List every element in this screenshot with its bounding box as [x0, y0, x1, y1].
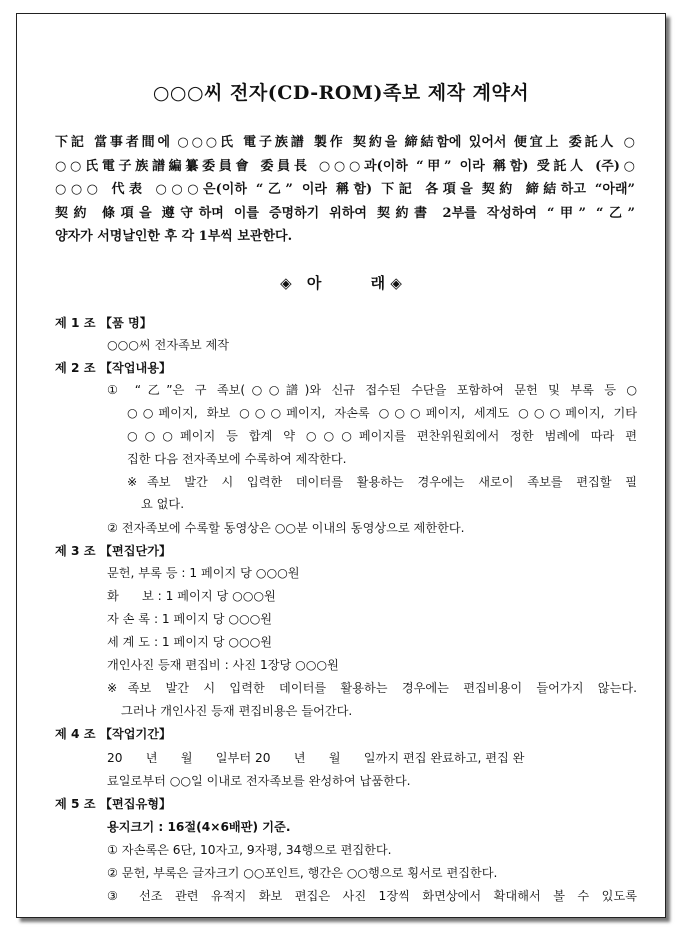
intro-line: 양자가 서명날인한 후 각 1부씩 보관한다.: [55, 229, 293, 244]
article-2-item-1-line: ○○○페이지 등 합계 약 ○○○페이지를 편찬위원회에서 정한 범례에 따라 편: [127, 429, 637, 443]
article-3-line: 개인사진 등재 편집비 : 사진 1장당 ○○○원: [107, 658, 339, 672]
article-3-line: 문헌, 부록 등 : 1 페이지 당 ○○○원: [107, 566, 300, 580]
article-4-line: 20 년 월 일부터 20 년 월 일까지 편집 완료하고, 편집 완: [107, 751, 525, 765]
diamond-icon: ◈: [390, 274, 402, 292]
intro-line: 契約 條項을 遵守하며 이를 증명하기 위하여 契約書 2부를 작성하여 “甲” “乙”: [55, 205, 635, 221]
article-5-line: ③ 선조 관련 유적지 화보 편집은 사진 1장씩 화면상에서 확대해서 볼 수 있도록: [107, 889, 637, 903]
article-1-heading: 제 1 조 【품 명】: [55, 316, 152, 330]
document-page: [16, 13, 666, 918]
article-3-heading: 제 3 조 【편집단가】: [55, 544, 172, 558]
arae-char-a: 아: [306, 274, 322, 292]
article-2-item-1-line: ① “乙”은 구 족보(○○譜)와 신규 접수된 수단을 포함하여 문헌 및 부록 등 ○: [107, 383, 637, 397]
article-1-line: ○○○씨 전자족보 제작: [107, 338, 230, 352]
contract-title: ○○○씨 전자(CD-ROM)족보 제작 계약서: [152, 82, 530, 104]
article-2-note: ※족보 발간 시 입력한 데이터를 활용하는 경우에는 새로이 족보를 편집할 필: [127, 475, 637, 489]
intro-line: 下記 當事者間에 ○○○氏 電子族譜 製作 契約을 締結함에 있어서 便宜上 委託人 ○: [55, 135, 635, 150]
arae-heading: [17, 272, 665, 293]
article-4-heading: 제 4 조 【작업기간】: [55, 727, 172, 741]
article-3-line: 화 보 : 1 페이지 당 ○○○원: [107, 589, 276, 603]
article-2-note: 요 없다.: [141, 497, 185, 511]
article-4-line: 료일로부터 ○○일 이내로 전자족보를 완성하여 납품한다.: [107, 774, 411, 788]
intro-line: ○○氏電子族譜編纂委員會 委員長 ○○○과(이하 “甲” 이라 稱함) 受託人 (주)○: [55, 158, 635, 174]
article-2-item-2: ② 전자족보에 수록할 동영상은 ○○분 이내의 동영상으로 제한한다.: [107, 521, 465, 535]
intro-line: ○○○ 代表 ○○○은(이하 “乙” 이라 稱함) 下記 各項을 契約 締結하고 “아래”: [55, 182, 635, 197]
article-2-item-1-line: 집한 다음 전자족보에 수록하여 제작한다.: [127, 452, 347, 466]
article-2-heading: 제 2 조 【작업내용】: [55, 361, 172, 375]
article-5-line: ② 문헌, 부록은 글자크기 ○○포인트, 행간은 ○○행으로 횡서로 편집한다.: [107, 866, 498, 880]
article-3-line: 자 손 록 : 1 페이지 당 ○○○원: [107, 612, 273, 626]
article-5-line: ① 자손록은 6단, 10자고, 9자평, 34행으로 편집한다.: [107, 843, 392, 857]
diamond-icon: ◈: [280, 274, 292, 292]
article-5-heading: 제 5 조 【편집유형】: [55, 797, 172, 811]
article-3-note: ※족보 발간 시 입력한 데이터를 활용하는 경우에는 편집비용이 들어가지 않는다.: [107, 681, 637, 695]
article-3-note: 그러나 개인사진 등재 편집비용은 들어간다.: [121, 704, 353, 718]
intro-paragraph: [55, 131, 635, 249]
arae-char-rae: 래: [370, 274, 386, 292]
article-5-paper-size: 용지크기 : 16절(4×6배판) 기준.: [107, 820, 291, 834]
article-2-item-1-line: ○○페이지, 화보 ○○○페이지, 자손록 ○○○페이지, 세계도 ○○○페이지, 기타: [127, 406, 637, 420]
article-3-line: 세 계 도 : 1 페이지 당 ○○○원: [107, 635, 273, 649]
